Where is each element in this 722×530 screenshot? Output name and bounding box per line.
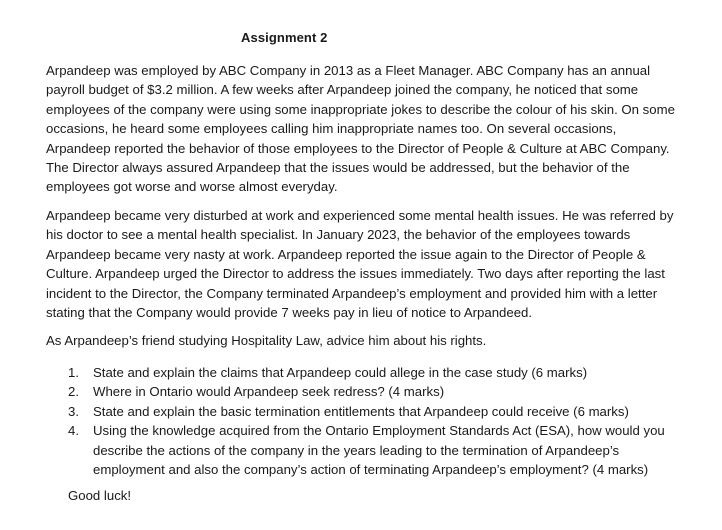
- question-item-2: [46, 382, 686, 401]
- instruction-paragraph: As Arpandeep’s friend studying Hospitality Law, advice him about his rights.: [46, 333, 487, 348]
- case-paragraph-2: Arpandeep became very disturbed at work and experienced some mental health issues. He was referred by his doctor to see a mental health specialist. In January 2023, the behavior of the employees towards Arpandeep became very nasty at work. Arpandeep reported the issue again to the Director of People & Culture. Arpandeep urged the Director to address the issues immediately. Two days after reporting the last incident to the Director, the Company terminated Arpandeep’s employment and provided him with a letter stating that the Company would provide 7 weeks pay in lieu of notice to Arpandeed.: [46, 208, 674, 321]
- question-item-3: [46, 402, 686, 421]
- document-title: Assignment 2: [241, 30, 328, 45]
- case-paragraph-1: Arpandeep was employed by ABC Company in 2013 as a Fleet Manager. ABC Company has an annual payroll budget of $3.2 million. A few weeks after Arpandeep joined the company, he noticed that some employees of the company were using some inappropriate jokes to describe the colour of his skin. On some occasions, he heard some employees calling him inappropriate names too. On several occasions, Arpandeep reported the behavior of those employees to the Director of People & Culture at ABC Company. The Director always assured Arpandeep that the issues would be addressed, but the behavior of the employees got worse and worse almost everyday.: [46, 63, 675, 195]
- question-text: State and explain the basic termination entitlements that Arpandeep could receive (6 marks): [93, 403, 629, 419]
- question-text: State and explain the claims that Arpandeep could allege in the case study (6 marks): [93, 365, 588, 380]
- question-list: [46, 363, 686, 479]
- question-text: Using the knowledge acquired from the Ontario Employment Standards Act (ESA), how would you describe the actions of the company in the years leading to the termination of Arpandeep’s employment and also the company’s action of terminating Arpandeep’s employment? (4 marks): [93, 423, 665, 478]
- question-number: 3.: [68, 403, 79, 419]
- question-number: 1.: [68, 365, 79, 380]
- question-text: Where in Ontario would Arpandeep seek redress? (4 marks): [93, 384, 445, 400]
- question-number: 4.: [68, 423, 79, 439]
- closing-text: Good luck!: [68, 488, 132, 503]
- question-number: 2.: [68, 384, 79, 400]
- question-item-1: [46, 363, 686, 382]
- question-item-4: [46, 421, 686, 479]
